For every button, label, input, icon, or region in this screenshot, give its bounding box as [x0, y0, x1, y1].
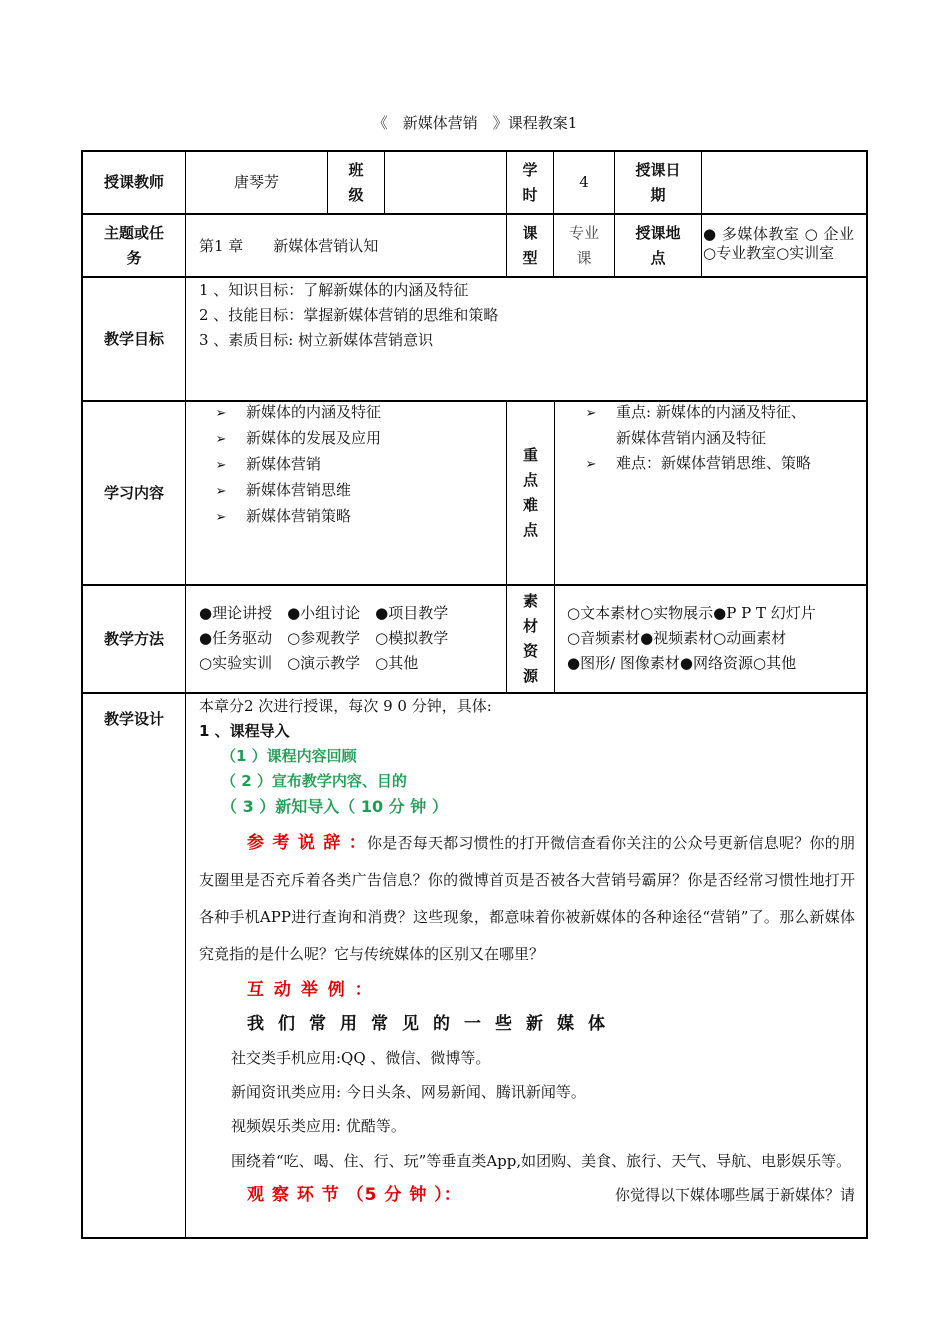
teacher-label: 授课教师 [103, 173, 164, 191]
arrow-icon: ➢ [585, 457, 597, 472]
resource-line: ○音频素材●视频素材○动画素材 [567, 629, 787, 647]
page-title: 《 新媒体营销 》课程教案1 [372, 114, 578, 132]
sub-step: （ 3 ）新知导入（ 10 分 钟 ） [221, 797, 448, 816]
objective-item: 2 、技能目标：掌握新媒体营销的思维和策略 [199, 306, 499, 324]
list-item: ➢ 新媒体的内涵及特征 [196, 400, 506, 426]
col-divider [185, 150, 186, 1238]
hours-label: 学时 [522, 160, 538, 204]
method-line: ●理论讲授 ●小组讨论 ●项目教学 [199, 604, 449, 622]
content-list [196, 400, 506, 530]
objectives-list [199, 278, 859, 353]
objective-item: 1 、知识目标：了解新媒体的内涵及特征 [199, 281, 469, 299]
example-line: 社交类手机应用:QQ 、微信、微博等。 [231, 1049, 491, 1067]
key-points-label: 重点难点 [522, 446, 538, 539]
example-line: 新闻资讯类应用: 今日头条、网易新闻、腾讯新闻等。 [231, 1083, 586, 1101]
hours-value: 4 [579, 173, 589, 191]
teacher-name: 唐琴芳 [233, 173, 279, 191]
reference-paragraph [199, 825, 855, 973]
date-label: 授课日期 [635, 160, 681, 204]
arrow-icon: ➢ [215, 510, 227, 525]
content-label: 学习内容 [103, 483, 164, 502]
observe-label: 观 察 环 节 （5 分 钟 ）： [247, 1185, 462, 1205]
topic-label: 主题或任务 [103, 223, 164, 267]
design-label: 教学设计 [103, 709, 164, 728]
key-point-item: ➢ 重点: 新媒体的内涵及特征、 [566, 400, 866, 426]
class-value [385, 152, 506, 213]
list-item: ➢ 新媒体营销策略 [196, 504, 506, 530]
reference-text: 你是否每天都习惯性的打开微信查看你关注的公众号更新信息呢？你的朋友圈里是否充斥着各类广告信息？你的微博首页是否被各大营销号霸屏？你是否经常习惯性地打开各种手机APP进行查询和消费？这些现象，都意味着你被新媒体的各种途径“营销”了。那么新媒体究竟指的是什么呢？它与传统媒体的区别又在哪里？ [199, 834, 855, 963]
sub-step: （1 ）课程内容回顾 [221, 747, 357, 765]
arrow-icon: ➢ [215, 432, 227, 447]
topic-value: 第1 章 新媒体营销认知 [199, 237, 379, 255]
key-point-item: 新媒体营销内涵及特征 [616, 429, 767, 447]
common-media-heading: 我们常用常见的一些新媒体 [247, 1014, 619, 1034]
class-label: 班级 [348, 160, 364, 204]
lesson-plan-table [81, 150, 868, 1238]
arrow-icon: ➢ [215, 406, 227, 421]
method-line: ○实验实训 ○演示教学 ○其他 [199, 654, 419, 672]
table-border-right [866, 150, 868, 1239]
arrow-icon: ➢ [585, 406, 597, 421]
observe-line [199, 1179, 855, 1211]
arrow-icon: ➢ [215, 458, 227, 473]
design-content [199, 694, 855, 1211]
key-point-item: ➢ 难点：新媒体营销思维、策略 [566, 451, 866, 477]
sub-step: （ 2 ）宣布教学内容、目的 [221, 772, 407, 790]
place-label: 授课地点 [635, 223, 681, 267]
method-line: ●任务驱动 ○参观教学 ○模拟教学 [199, 629, 449, 647]
col-divider [554, 400, 555, 692]
list-item: ➢ 新媒体的发展及应用 [196, 426, 506, 452]
type-label: 课型 [522, 223, 538, 267]
place-options [703, 225, 868, 275]
place-line: ● 多媒体教室 ○ 企业 [703, 225, 855, 243]
interact-label: 互 动 举 例 ： [247, 980, 374, 1000]
date-value [702, 152, 866, 213]
list-item: ➢ 新媒体营销 [196, 452, 506, 478]
key-points [566, 400, 866, 477]
step-heading: 1 、课程导入 [199, 722, 290, 740]
resource-line: ○文本素材○实物展示●P P T 幻灯片 [567, 604, 816, 622]
list-item: ➢ 新媒体营销思维 [196, 478, 506, 504]
row-divider [81, 584, 868, 586]
objective-item: 3 、素质目标: 树立新媒体营销意识 [199, 331, 434, 349]
place-line: ○专业教室○实训室 [703, 244, 835, 262]
observe-text: 你觉得以下媒体哪些属于新媒体？请 [614, 1186, 855, 1204]
vertical-apps-paragraph: 围绕着“吃、喝、住、行、玩”等垂直类App,如团购、美食、旅行、天气、导航、电影娱乐等。 [231, 1152, 852, 1170]
example-line: 视频娱乐类应用: 优酷等。 [231, 1117, 406, 1135]
table-border-bottom [81, 1237, 868, 1239]
resources-label: 素材资源 [522, 592, 538, 685]
methods-label: 教学方法 [103, 629, 164, 648]
methods-options [199, 601, 504, 676]
reference-label: 参 考 说 辞 ： [247, 833, 367, 853]
arrow-icon: ➢ [215, 484, 227, 499]
design-intro: 本章分2 次进行授课，每次 9 0 分钟，具体: [199, 697, 492, 715]
resources-options [567, 601, 867, 676]
objectives-label: 教学目标 [103, 329, 164, 348]
type-value: 专业课 [568, 223, 599, 267]
resource-line: ●图形/ 图像素材●网络资源○其他 [567, 654, 797, 672]
